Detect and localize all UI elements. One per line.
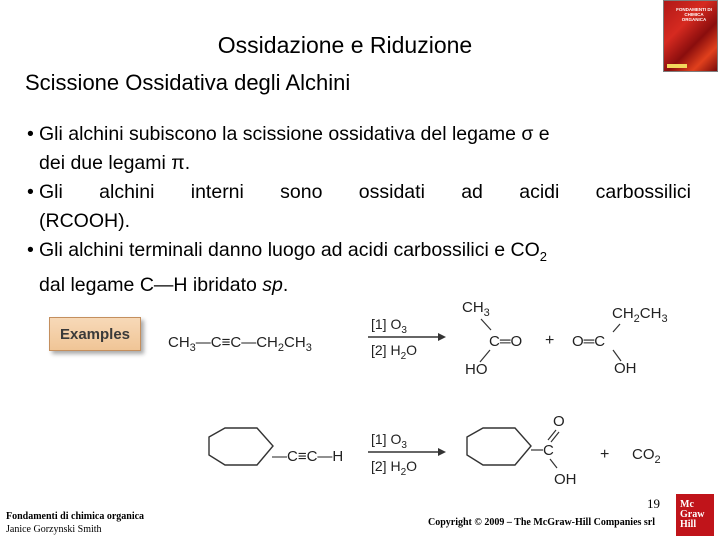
bullet-dot: •: [27, 181, 34, 203]
reaction-1-step-1: [1] $O_3$: [371, 316, 407, 336]
bullet-dot: •: [27, 239, 34, 261]
product-2-hydroxyl: OH: [614, 360, 637, 377]
book-cover-text: FONDAMENTI DI CHIMICA ORGANICA: [676, 7, 712, 22]
bullet-list: [27, 120, 691, 300]
product-2-carbonyl: O═C: [572, 333, 606, 350]
subscript: 2: [539, 248, 547, 264]
book-cover-image: [663, 0, 718, 72]
product-ring: [467, 428, 531, 465]
bullet-item: [27, 120, 691, 178]
reaction-2-arrowhead: [438, 448, 446, 456]
reaction-scheme: [0, 290, 720, 500]
bullet-line: [39, 149, 691, 178]
reaction-1-step-2: [2] $H_2O$: [371, 342, 418, 362]
footer-credit: [6, 510, 144, 536]
book-cover-band: [667, 64, 687, 68]
bullet-text: Gli alchini terminali danno luogo ad acidi carbossilici e CO: [39, 239, 540, 261]
reaction-2-plus: +: [600, 446, 610, 463]
bullet-text-italic: sp: [262, 273, 283, 296]
reactant-1-formula: $CH_3—C\equiv C—CH_2CH_3$: [168, 334, 312, 354]
product-1-bond: [481, 319, 491, 330]
product-3-double-bond: [548, 430, 556, 440]
product-2-bond: [613, 324, 620, 332]
slide-title: Ossidazione e Riduzione: [217, 32, 473, 58]
page-number: 19: [647, 496, 660, 511]
product-2-top-group: $CH_2CH_3$: [612, 305, 668, 325]
slide-subtitle: Scissione Ossidativa degli Alchini: [25, 70, 351, 95]
carbon-dioxide: $CO_2$: [632, 446, 661, 466]
bullet-line: [39, 207, 691, 236]
bullet-text: Gli alchini subiscono la scissione ossidativa del legame σ e: [39, 123, 550, 145]
product-1-top-group: $CH_3$: [462, 299, 490, 319]
bullet-item: [27, 178, 691, 236]
examples-label: Examples: [49, 317, 141, 351]
publisher-logo-line: Mc: [680, 499, 694, 510]
product-3-bond: [550, 459, 557, 468]
product-1-hydroxyl: HO: [465, 361, 488, 378]
reaction-2-step-1: [1] $O_3$: [371, 431, 407, 451]
bullet-text: (RCOOH).: [39, 210, 130, 232]
reactant-2-tail: —C≡C—H: [272, 448, 344, 465]
reaction-1-plus: +: [545, 332, 555, 349]
bullet-line: [39, 236, 691, 271]
reaction-2-step-2: [2] $H_2O$: [371, 458, 418, 478]
product-3-oxygen: O: [553, 413, 565, 430]
bullet-text: dal legame C—H ibridato: [39, 273, 263, 296]
publisher-logo-line: Graw: [680, 509, 705, 520]
product-3-double-bond: [551, 432, 559, 442]
publisher-logo: [676, 494, 714, 536]
product-3-carbon: C: [543, 442, 554, 459]
bullet-dot: •: [27, 123, 34, 145]
product-3-hydroxyl: OH: [554, 471, 577, 488]
reaction-1-arrowhead: [438, 333, 446, 341]
author-name: Janice Gorzynski Smith: [6, 524, 102, 535]
bullet-line: [39, 120, 691, 149]
book-title: Fondamenti di chimica organica: [6, 511, 145, 522]
publisher-logo-line: Hill: [680, 519, 697, 530]
bullet-text: dei due legami π.: [39, 152, 191, 174]
bullet-line: [39, 178, 691, 207]
bullet-text: Gli alchini interni sono ossidati ad acidi carbossilici: [39, 181, 691, 203]
copyright-notice: Copyright © 2009 – The McGraw-Hill Companies srl: [428, 517, 656, 528]
cyclohexane-ring: [209, 428, 273, 465]
bullet-text: .: [282, 273, 289, 296]
product-1-carbonyl: C═O: [489, 333, 523, 350]
